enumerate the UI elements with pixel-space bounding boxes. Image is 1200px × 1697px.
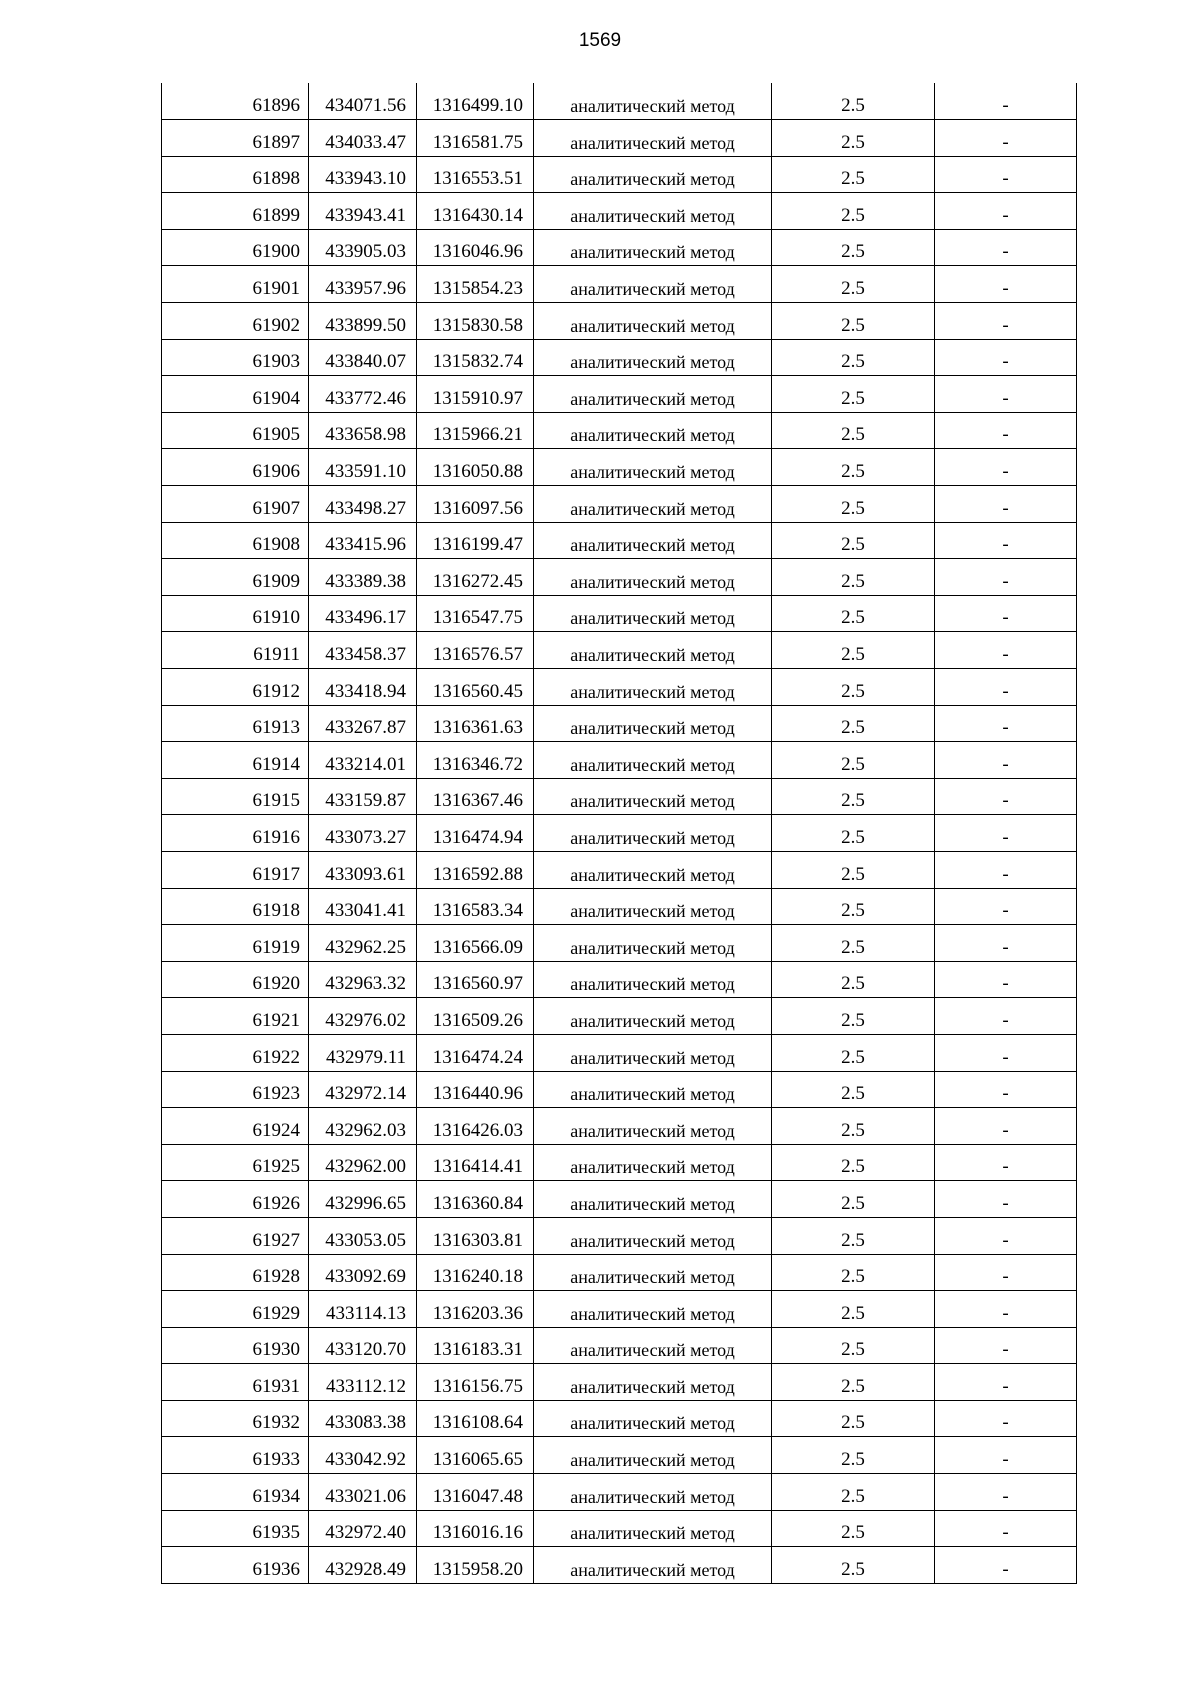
y-coordinate-cell: 1316108.64	[417, 1400, 534, 1437]
y-coordinate-cell: 1316346.72	[417, 742, 534, 779]
note-cell: -	[935, 229, 1077, 266]
note-cell: -	[935, 632, 1077, 669]
x-coordinate-cell: 432962.25	[309, 925, 417, 962]
method-cell: аналитический метод	[534, 229, 772, 266]
x-coordinate-cell: 433415.96	[309, 522, 417, 559]
x-coordinate-cell: 432972.40	[309, 1510, 417, 1547]
y-coordinate-cell: 1316592.88	[417, 851, 534, 888]
y-coordinate-cell: 1316474.24	[417, 1034, 534, 1071]
method-cell: аналитический метод	[534, 1108, 772, 1145]
method-cell: аналитический метод	[534, 632, 772, 669]
x-coordinate-cell: 434033.47	[309, 120, 417, 157]
accuracy-cell: 2.5	[772, 669, 935, 706]
y-coordinate-cell: 1315966.21	[417, 412, 534, 449]
point-number-cell: 61921	[162, 998, 309, 1035]
method-cell: аналитический метод	[534, 1254, 772, 1291]
note-cell: -	[935, 925, 1077, 962]
accuracy-cell: 2.5	[772, 303, 935, 340]
note-cell: -	[935, 339, 1077, 376]
point-number-cell: 61912	[162, 669, 309, 706]
table-row	[162, 449, 1077, 486]
y-coordinate-cell: 1316426.03	[417, 1108, 534, 1145]
coordinates-table	[161, 83, 1077, 1584]
note-cell: -	[935, 83, 1077, 120]
point-number-cell: 61934	[162, 1474, 309, 1511]
x-coordinate-cell: 433053.05	[309, 1217, 417, 1254]
table-row	[162, 851, 1077, 888]
table-row	[162, 412, 1077, 449]
accuracy-cell: 2.5	[772, 559, 935, 596]
accuracy-cell: 2.5	[772, 1034, 935, 1071]
method-cell: аналитический метод	[534, 1071, 772, 1108]
accuracy-cell: 2.5	[772, 1547, 935, 1584]
note-cell: -	[935, 998, 1077, 1035]
point-number-cell: 61913	[162, 705, 309, 742]
note-cell: -	[935, 595, 1077, 632]
y-coordinate-cell: 1315910.97	[417, 376, 534, 413]
method-cell: аналитический метод	[534, 156, 772, 193]
x-coordinate-cell: 433159.87	[309, 778, 417, 815]
table-row	[162, 632, 1077, 669]
y-coordinate-cell: 1316499.10	[417, 83, 534, 120]
table-row	[162, 559, 1077, 596]
y-coordinate-cell: 1315832.74	[417, 339, 534, 376]
table-row	[162, 83, 1077, 120]
table-row	[162, 486, 1077, 523]
y-coordinate-cell: 1316361.63	[417, 705, 534, 742]
point-number-cell: 61896	[162, 83, 309, 120]
note-cell: -	[935, 815, 1077, 852]
accuracy-cell: 2.5	[772, 1254, 935, 1291]
x-coordinate-cell: 433389.38	[309, 559, 417, 596]
x-coordinate-cell: 433899.50	[309, 303, 417, 340]
table-row	[162, 815, 1077, 852]
x-coordinate-cell: 432996.65	[309, 1181, 417, 1218]
point-number-cell: 61926	[162, 1181, 309, 1218]
note-cell: -	[935, 669, 1077, 706]
method-cell: аналитический метод	[534, 742, 772, 779]
point-number-cell: 61914	[162, 742, 309, 779]
method-cell: аналитический метод	[534, 559, 772, 596]
point-number-cell: 61927	[162, 1217, 309, 1254]
accuracy-cell: 2.5	[772, 851, 935, 888]
method-cell: аналитический метод	[534, 303, 772, 340]
method-cell: аналитический метод	[534, 815, 772, 852]
table-row	[162, 1510, 1077, 1547]
accuracy-cell: 2.5	[772, 193, 935, 230]
method-cell: аналитический метод	[534, 120, 772, 157]
table-row	[162, 1474, 1077, 1511]
table-body	[162, 83, 1077, 1583]
point-number-cell: 61935	[162, 1510, 309, 1547]
y-coordinate-cell: 1316360.84	[417, 1181, 534, 1218]
table-row	[162, 1217, 1077, 1254]
x-coordinate-cell: 433114.13	[309, 1291, 417, 1328]
table-row	[162, 1400, 1077, 1437]
y-coordinate-cell: 1316272.45	[417, 559, 534, 596]
note-cell: -	[935, 1291, 1077, 1328]
x-coordinate-cell: 433957.96	[309, 266, 417, 303]
y-coordinate-cell: 1316430.14	[417, 193, 534, 230]
y-coordinate-cell: 1316199.47	[417, 522, 534, 559]
method-cell: аналитический метод	[534, 266, 772, 303]
y-coordinate-cell: 1316560.45	[417, 669, 534, 706]
y-coordinate-cell: 1316553.51	[417, 156, 534, 193]
accuracy-cell: 2.5	[772, 998, 935, 1035]
y-coordinate-cell: 1316414.41	[417, 1144, 534, 1181]
accuracy-cell: 2.5	[772, 961, 935, 998]
method-cell: аналитический метод	[534, 1291, 772, 1328]
table-row	[162, 339, 1077, 376]
method-cell: аналитический метод	[534, 1144, 772, 1181]
accuracy-cell: 2.5	[772, 339, 935, 376]
accuracy-cell: 2.5	[772, 156, 935, 193]
point-number-cell: 61933	[162, 1437, 309, 1474]
note-cell: -	[935, 449, 1077, 486]
x-coordinate-cell: 432963.32	[309, 961, 417, 998]
accuracy-cell: 2.5	[772, 1217, 935, 1254]
table-row	[162, 1547, 1077, 1584]
table-row	[162, 595, 1077, 632]
table-row	[162, 120, 1077, 157]
accuracy-cell: 2.5	[772, 1510, 935, 1547]
accuracy-cell: 2.5	[772, 376, 935, 413]
point-number-cell: 61905	[162, 412, 309, 449]
method-cell: аналитический метод	[534, 83, 772, 120]
table-row	[162, 669, 1077, 706]
point-number-cell: 61897	[162, 120, 309, 157]
method-cell: аналитический метод	[534, 522, 772, 559]
point-number-cell: 61907	[162, 486, 309, 523]
y-coordinate-cell: 1315830.58	[417, 303, 534, 340]
accuracy-cell: 2.5	[772, 742, 935, 779]
accuracy-cell: 2.5	[772, 412, 935, 449]
point-number-cell: 61902	[162, 303, 309, 340]
note-cell: -	[935, 961, 1077, 998]
table-row	[162, 778, 1077, 815]
table-row	[162, 1364, 1077, 1401]
method-cell: аналитический метод	[534, 1547, 772, 1584]
method-cell: аналитический метод	[534, 998, 772, 1035]
y-coordinate-cell: 1315958.20	[417, 1547, 534, 1584]
note-cell: -	[935, 120, 1077, 157]
x-coordinate-cell: 433267.87	[309, 705, 417, 742]
table-row	[162, 742, 1077, 779]
accuracy-cell: 2.5	[772, 1437, 935, 1474]
method-cell: аналитический метод	[534, 778, 772, 815]
y-coordinate-cell: 1316065.65	[417, 1437, 534, 1474]
point-number-cell: 61924	[162, 1108, 309, 1145]
table-row	[162, 888, 1077, 925]
point-number-cell: 61903	[162, 339, 309, 376]
table-row	[162, 376, 1077, 413]
note-cell: -	[935, 193, 1077, 230]
table-row	[162, 705, 1077, 742]
note-cell: -	[935, 1400, 1077, 1437]
note-cell: -	[935, 1254, 1077, 1291]
note-cell: -	[935, 1108, 1077, 1145]
point-number-cell: 61916	[162, 815, 309, 852]
accuracy-cell: 2.5	[772, 595, 935, 632]
point-number-cell: 61915	[162, 778, 309, 815]
point-number-cell: 61932	[162, 1400, 309, 1437]
note-cell: -	[935, 1071, 1077, 1108]
x-coordinate-cell: 433498.27	[309, 486, 417, 523]
table-row	[162, 961, 1077, 998]
x-coordinate-cell: 433943.41	[309, 193, 417, 230]
note-cell: -	[935, 1437, 1077, 1474]
table-row	[162, 266, 1077, 303]
note-cell: -	[935, 1364, 1077, 1401]
note-cell: -	[935, 888, 1077, 925]
y-coordinate-cell: 1316509.26	[417, 998, 534, 1035]
table-row	[162, 998, 1077, 1035]
x-coordinate-cell: 433041.41	[309, 888, 417, 925]
method-cell: аналитический метод	[534, 595, 772, 632]
y-coordinate-cell: 1316581.75	[417, 120, 534, 157]
accuracy-cell: 2.5	[772, 705, 935, 742]
point-number-cell: 61898	[162, 156, 309, 193]
y-coordinate-cell: 1316560.97	[417, 961, 534, 998]
accuracy-cell: 2.5	[772, 449, 935, 486]
method-cell: аналитический метод	[534, 449, 772, 486]
x-coordinate-cell: 433021.06	[309, 1474, 417, 1511]
note-cell: -	[935, 1217, 1077, 1254]
accuracy-cell: 2.5	[772, 83, 935, 120]
note-cell: -	[935, 303, 1077, 340]
point-number-cell: 61904	[162, 376, 309, 413]
accuracy-cell: 2.5	[772, 1327, 935, 1364]
y-coordinate-cell: 1316156.75	[417, 1364, 534, 1401]
note-cell: -	[935, 1547, 1077, 1584]
note-cell: -	[935, 1474, 1077, 1511]
table-row	[162, 1181, 1077, 1218]
note-cell: -	[935, 522, 1077, 559]
accuracy-cell: 2.5	[772, 522, 935, 559]
accuracy-cell: 2.5	[772, 778, 935, 815]
y-coordinate-cell: 1316566.09	[417, 925, 534, 962]
x-coordinate-cell: 433092.69	[309, 1254, 417, 1291]
point-number-cell: 61911	[162, 632, 309, 669]
note-cell: -	[935, 376, 1077, 413]
note-cell: -	[935, 1510, 1077, 1547]
x-coordinate-cell: 432962.03	[309, 1108, 417, 1145]
y-coordinate-cell: 1316240.18	[417, 1254, 534, 1291]
accuracy-cell: 2.5	[772, 229, 935, 266]
note-cell: -	[935, 705, 1077, 742]
table-row	[162, 1071, 1077, 1108]
x-coordinate-cell: 432979.11	[309, 1034, 417, 1071]
table-row	[162, 229, 1077, 266]
note-cell: -	[935, 412, 1077, 449]
method-cell: аналитический метод	[534, 1034, 772, 1071]
point-number-cell: 61899	[162, 193, 309, 230]
point-number-cell: 61922	[162, 1034, 309, 1071]
x-coordinate-cell: 432962.00	[309, 1144, 417, 1181]
point-number-cell: 61936	[162, 1547, 309, 1584]
x-coordinate-cell: 433112.12	[309, 1364, 417, 1401]
point-number-cell: 61918	[162, 888, 309, 925]
table-row	[162, 1034, 1077, 1071]
note-cell: -	[935, 778, 1077, 815]
x-coordinate-cell: 433943.10	[309, 156, 417, 193]
table-row	[162, 156, 1077, 193]
note-cell: -	[935, 156, 1077, 193]
page-number: 1569	[578, 30, 622, 51]
x-coordinate-cell: 432972.14	[309, 1071, 417, 1108]
table-row	[162, 925, 1077, 962]
accuracy-cell: 2.5	[772, 1474, 935, 1511]
method-cell: аналитический метод	[534, 412, 772, 449]
y-coordinate-cell: 1316046.96	[417, 229, 534, 266]
accuracy-cell: 2.5	[772, 120, 935, 157]
method-cell: аналитический метод	[534, 339, 772, 376]
point-number-cell: 61908	[162, 522, 309, 559]
y-coordinate-cell: 1316097.56	[417, 486, 534, 523]
x-coordinate-cell: 433458.37	[309, 632, 417, 669]
y-coordinate-cell: 1316474.94	[417, 815, 534, 852]
x-coordinate-cell: 432976.02	[309, 998, 417, 1035]
y-coordinate-cell: 1316050.88	[417, 449, 534, 486]
accuracy-cell: 2.5	[772, 1400, 935, 1437]
y-coordinate-cell: 1316183.31	[417, 1327, 534, 1364]
accuracy-cell: 2.5	[772, 486, 935, 523]
point-number-cell: 61925	[162, 1144, 309, 1181]
point-number-cell: 61919	[162, 925, 309, 962]
x-coordinate-cell: 433093.61	[309, 851, 417, 888]
method-cell: аналитический метод	[534, 705, 772, 742]
y-coordinate-cell: 1315854.23	[417, 266, 534, 303]
method-cell: аналитический метод	[534, 1181, 772, 1218]
point-number-cell: 61930	[162, 1327, 309, 1364]
table-row	[162, 1437, 1077, 1474]
accuracy-cell: 2.5	[772, 632, 935, 669]
x-coordinate-cell: 433840.07	[309, 339, 417, 376]
x-coordinate-cell: 433073.27	[309, 815, 417, 852]
point-number-cell: 61917	[162, 851, 309, 888]
point-number-cell: 61923	[162, 1071, 309, 1108]
accuracy-cell: 2.5	[772, 925, 935, 962]
y-coordinate-cell: 1316367.46	[417, 778, 534, 815]
accuracy-cell: 2.5	[772, 1071, 935, 1108]
method-cell: аналитический метод	[534, 1474, 772, 1511]
accuracy-cell: 2.5	[772, 1181, 935, 1218]
method-cell: аналитический метод	[534, 1510, 772, 1547]
y-coordinate-cell: 1316440.96	[417, 1071, 534, 1108]
note-cell: -	[935, 1327, 1077, 1364]
x-coordinate-cell: 433042.92	[309, 1437, 417, 1474]
table-row	[162, 1144, 1077, 1181]
table-row	[162, 193, 1077, 230]
note-cell: -	[935, 851, 1077, 888]
point-number-cell: 61906	[162, 449, 309, 486]
x-coordinate-cell: 433120.70	[309, 1327, 417, 1364]
note-cell: -	[935, 742, 1077, 779]
point-number-cell: 61928	[162, 1254, 309, 1291]
accuracy-cell: 2.5	[772, 815, 935, 852]
accuracy-cell: 2.5	[772, 1144, 935, 1181]
x-coordinate-cell: 433658.98	[309, 412, 417, 449]
x-coordinate-cell: 432928.49	[309, 1547, 417, 1584]
table-row	[162, 1291, 1077, 1328]
x-coordinate-cell: 433214.01	[309, 742, 417, 779]
x-coordinate-cell: 433496.17	[309, 595, 417, 632]
point-number-cell: 61901	[162, 266, 309, 303]
accuracy-cell: 2.5	[772, 266, 935, 303]
accuracy-cell: 2.5	[772, 1108, 935, 1145]
y-coordinate-cell: 1316016.16	[417, 1510, 534, 1547]
point-number-cell: 61909	[162, 559, 309, 596]
point-number-cell: 61929	[162, 1291, 309, 1328]
method-cell: аналитический метод	[534, 669, 772, 706]
method-cell: аналитический метод	[534, 376, 772, 413]
note-cell: -	[935, 559, 1077, 596]
y-coordinate-cell: 1316203.36	[417, 1291, 534, 1328]
note-cell: -	[935, 1034, 1077, 1071]
method-cell: аналитический метод	[534, 961, 772, 998]
point-number-cell: 61931	[162, 1364, 309, 1401]
y-coordinate-cell: 1316047.48	[417, 1474, 534, 1511]
method-cell: аналитический метод	[534, 1327, 772, 1364]
method-cell: аналитический метод	[534, 925, 772, 962]
method-cell: аналитический метод	[534, 193, 772, 230]
table-row	[162, 522, 1077, 559]
note-cell: -	[935, 486, 1077, 523]
note-cell: -	[935, 266, 1077, 303]
y-coordinate-cell: 1316547.75	[417, 595, 534, 632]
table-row	[162, 1254, 1077, 1291]
method-cell: аналитический метод	[534, 1437, 772, 1474]
accuracy-cell: 2.5	[772, 1364, 935, 1401]
method-cell: аналитический метод	[534, 1364, 772, 1401]
method-cell: аналитический метод	[534, 888, 772, 925]
method-cell: аналитический метод	[534, 1217, 772, 1254]
table-row	[162, 1327, 1077, 1364]
x-coordinate-cell: 433905.03	[309, 229, 417, 266]
y-coordinate-cell: 1316576.57	[417, 632, 534, 669]
note-cell: -	[935, 1181, 1077, 1218]
x-coordinate-cell: 433083.38	[309, 1400, 417, 1437]
note-cell: -	[935, 1144, 1077, 1181]
x-coordinate-cell: 433591.10	[309, 449, 417, 486]
method-cell: аналитический метод	[534, 486, 772, 523]
table-row	[162, 303, 1077, 340]
point-number-cell: 61920	[162, 961, 309, 998]
accuracy-cell: 2.5	[772, 888, 935, 925]
table-row	[162, 1108, 1077, 1145]
point-number-cell: 61910	[162, 595, 309, 632]
point-number-cell: 61900	[162, 229, 309, 266]
method-cell: аналитический метод	[534, 851, 772, 888]
x-coordinate-cell: 433418.94	[309, 669, 417, 706]
y-coordinate-cell: 1316303.81	[417, 1217, 534, 1254]
method-cell: аналитический метод	[534, 1400, 772, 1437]
x-coordinate-cell: 434071.56	[309, 83, 417, 120]
y-coordinate-cell: 1316583.34	[417, 888, 534, 925]
x-coordinate-cell: 433772.46	[309, 376, 417, 413]
accuracy-cell: 2.5	[772, 1291, 935, 1328]
